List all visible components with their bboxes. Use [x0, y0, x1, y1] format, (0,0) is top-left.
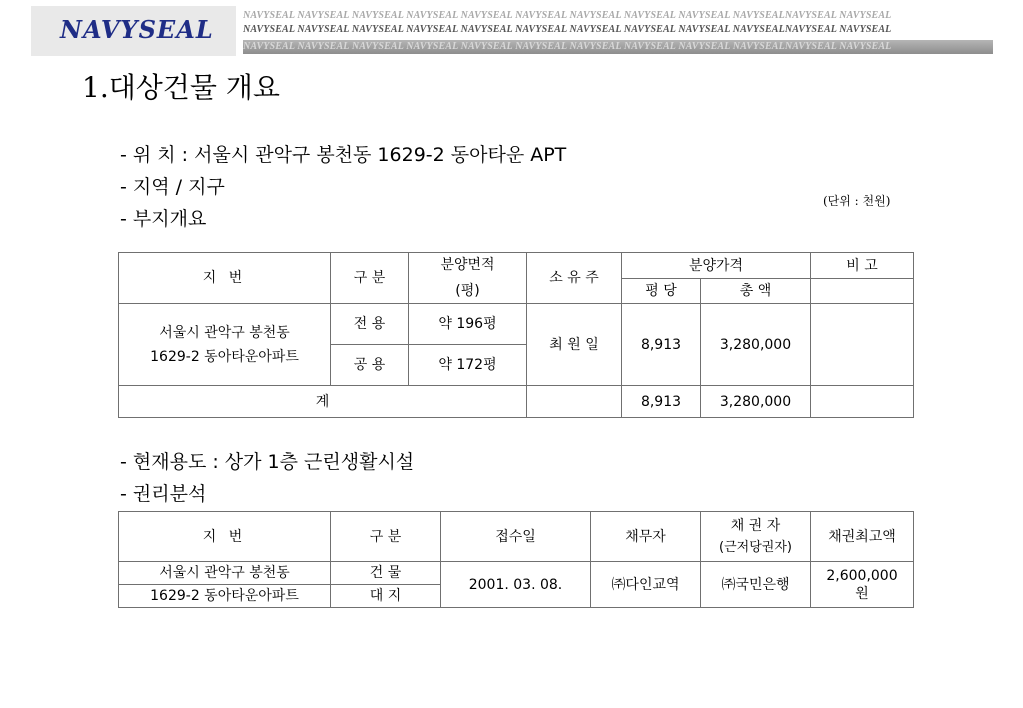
total-cell: 3,280,000: [701, 304, 811, 386]
lot-cell: [119, 304, 331, 386]
type-common: 공 용: [331, 345, 409, 386]
unit-note: (단위 : 천원): [823, 194, 891, 208]
rights-max-amount-value: 2,600,000: [826, 567, 898, 584]
sum-owner-empty: [527, 386, 622, 418]
rights-header-max-amount: 채권최고액: [811, 512, 914, 562]
rights-header-creditor: [701, 512, 811, 562]
rights-type-land: 대 지: [331, 585, 441, 608]
header-type: 구 분: [331, 253, 409, 304]
note-cell: [811, 304, 914, 386]
header-ticker-2: NAVYSEAL NAVYSEAL NAVYSEAL NAVYSEAL NAVYSEAL NAVYSEAL NAVYSEAL NAVYSEAL NAVYSEAL NAVYSEALNAVYSEAL NAVYSEAL: [243, 24, 892, 35]
navyseal-logo: NAVYSEAL: [60, 15, 214, 44]
header-total: 총 액: [701, 279, 811, 304]
rights-max-amount: [811, 562, 914, 608]
rights-header-debtor: 채무자: [591, 512, 701, 562]
header-note: 비 고: [811, 253, 914, 279]
area-common: 약 172평: [409, 345, 527, 386]
rights-header-creditor-label: 채 권 자: [730, 517, 781, 534]
rights-lot-line-1: 서울시 관악구 봉천동: [119, 562, 331, 585]
zone-line: - 지역 / 지구: [120, 176, 225, 198]
rights-debtor: ㈜다인교역: [591, 562, 701, 608]
rights-header-date: 접수일: [441, 512, 591, 562]
header-note-empty: [811, 279, 914, 304]
header-per-pyeong: 평 당: [622, 279, 701, 304]
location-line: - 위 치 : 서울시 관악구 봉천동 1629-2 동아타운 APT: [120, 144, 567, 166]
header-owner: 소 유 주: [527, 253, 622, 304]
per-pyeong-cell: 8,913: [622, 304, 701, 386]
rights-header-lot: 지 번: [119, 512, 331, 562]
lot-line-1: 서울시 관악구 봉천동: [159, 324, 290, 341]
rights-max-amount-unit: 원: [855, 585, 869, 602]
rights-header-creditor-sub: (근저당권자): [719, 539, 792, 555]
header-lot: 지 번: [119, 253, 331, 304]
header-area: [409, 253, 527, 304]
rights-analysis-line: - 권리분석: [120, 483, 207, 505]
header-area-unit: (평): [455, 283, 480, 299]
type-exclusive: 전 용: [331, 304, 409, 345]
page-title: 1.대상건물 개요: [82, 71, 280, 104]
header-ticker-1: NAVYSEAL NAVYSEAL NAVYSEAL NAVYSEAL NAVYSEAL NAVYSEAL NAVYSEAL NAVYSEAL NAVYSEAL NAVYSEALNAVYSEAL NAVYSEAL: [243, 10, 892, 21]
rights-type-building: 건 물: [331, 562, 441, 585]
sum-per-pyeong: 8,913: [622, 386, 701, 418]
current-use-line: - 현재용도 : 상가 1층 근린생활시설: [120, 451, 415, 473]
rights-header-type: 구 분: [331, 512, 441, 562]
area-exclusive: 약 196평: [409, 304, 527, 345]
rights-date: 2001. 03. 08.: [441, 562, 591, 608]
lot-line-2: 1629-2 동아타운아파트: [150, 348, 299, 365]
sum-label: 계: [119, 386, 527, 418]
rights-creditor: ㈜국민은행: [701, 562, 811, 608]
sum-note-empty: [811, 386, 914, 418]
header-price: 분양가격: [622, 253, 811, 279]
site-overview-table: [118, 252, 914, 418]
rights-lot-line-2: 1629-2 동아타운아파트: [119, 585, 331, 608]
sum-total: 3,280,000: [701, 386, 811, 418]
rights-analysis-table: [118, 511, 914, 608]
header-ticker-3: NAVYSEAL NAVYSEAL NAVYSEAL NAVYSEAL NAVYSEAL NAVYSEAL NAVYSEAL NAVYSEAL NAVYSEAL NAVYSEALNAVYSEAL NAVYSEAL: [243, 40, 993, 54]
site-overview-line: - 부지개요: [120, 208, 207, 230]
owner-cell: 최 원 일: [527, 304, 622, 386]
header-area-label: 분양면적: [440, 257, 495, 273]
